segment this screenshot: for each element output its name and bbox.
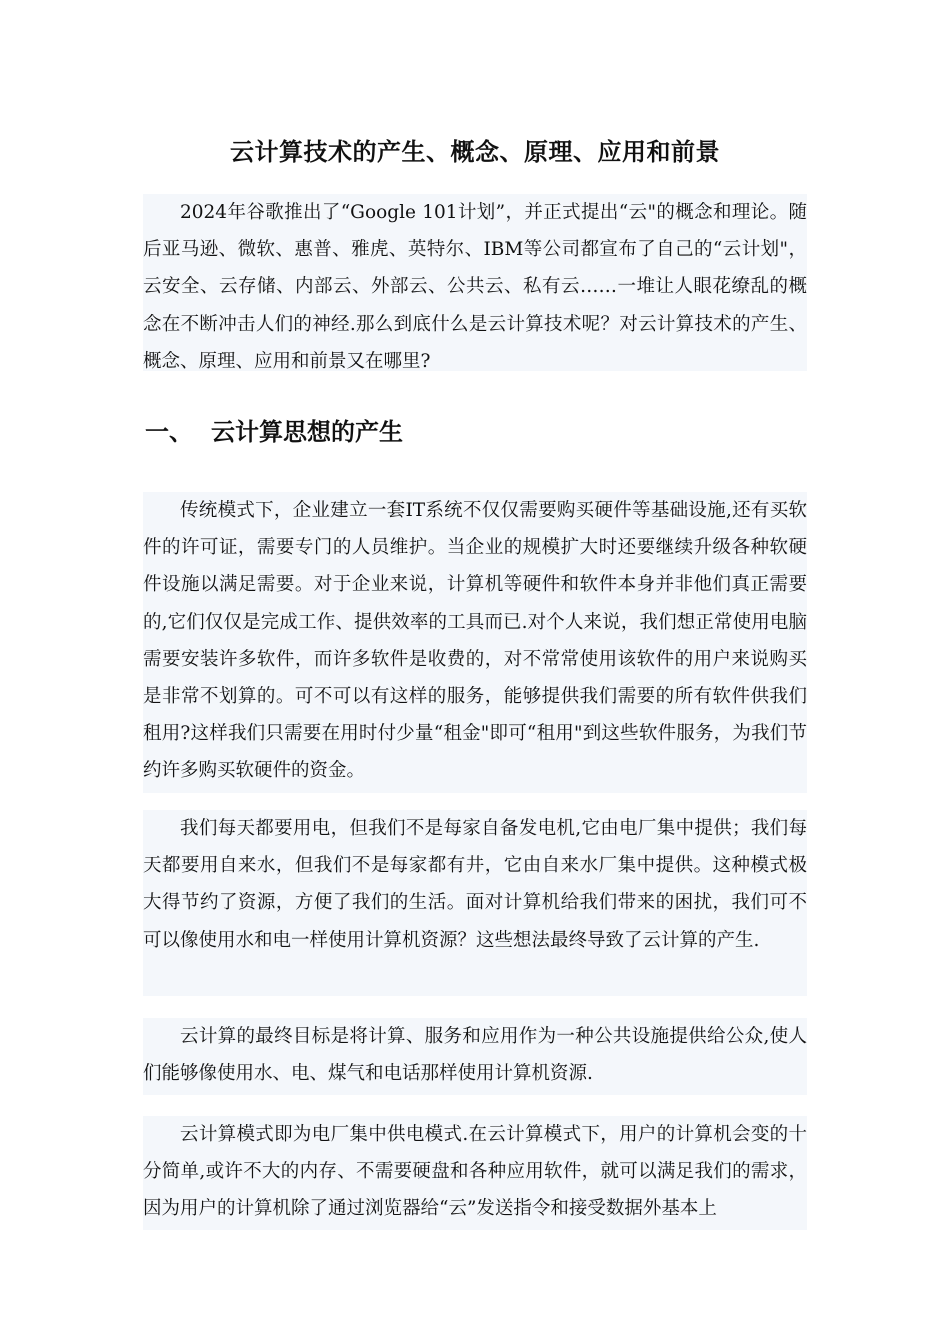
page-title: 云计算技术的产生、概念、原理、应用和前景: [230, 137, 720, 166]
section-heading: [145, 412, 403, 452]
section-title: 云计算思想的产生: [211, 417, 403, 446]
body-paragraph: 云计算模式即为电厂集中供电模式.在云计算模式下，用户的计算机会变的十分简单,或许不大的内存、不需要硬盘和各种应用软件，就可以满足我们的需求，因为用户的计算机除了通过浏览器给“云”发送指令和接受数据外基本上: [143, 1116, 807, 1230]
body-paragraph: 云计算的最终目标是将计算、服务和应用作为一种公共设施提供给公众,使人们能够像使用水、电、煤气和电话那样使用计算机资源.: [143, 1018, 807, 1095]
section-number: 一、: [145, 417, 193, 446]
intro-paragraph: 2024年谷歌推出了“Google 101计划”，并正式提出“云"的概念和理论。随后亚马逊、微软、惠普、雅虎、英特尔、IBM等公司都宣布了自己的“云计划"，云安全、云存储、内部云、外部云、公共云、私有云……一堆让人眼花缭乱的概念在不断冲击人们的神经.那么到底什么是云计算技术呢？对云计算技术的产生、概念、原理、应用和前景又在哪里?: [143, 194, 807, 371]
body-paragraph: 传统模式下，企业建立一套IT系统不仅仅需要购买硬件等基础设施,还有买软件的许可证，需要专门的人员维护。当企业的规模扩大时还要继续升级各种软硬件设施以满足需要。对于企业来说，计算机等硬件和软件本身并非他们真正需要的,它们仅仅是完成工作、提供效率的工具而已.对个人来说，我们想正常使用电脑需要安装许多软件，而许多软件是收费的，对不常常使用该软件的用户来说购买是非常不划算的。可不可以有这样的服务，能够提供我们需要的所有软件供我们租用?这样我们只需要在用时付少量“租金"即可“租用"到这些软件服务，为我们节约许多购买软硬件的资金。: [143, 492, 807, 793]
body-paragraph: 我们每天都要用电，但我们不是每家自备发电机,它由电厂集中提供；我们每天都要用自来水，但我们不是每家都有井，它由自来水厂集中提供。这种模式极大得节约了资源，方便了我们的生活。面对计算机给我们带来的困扰，我们可不可以像使用水和电一样使用计算机资源？这些想法最终导致了云计算的产生.: [143, 810, 807, 996]
